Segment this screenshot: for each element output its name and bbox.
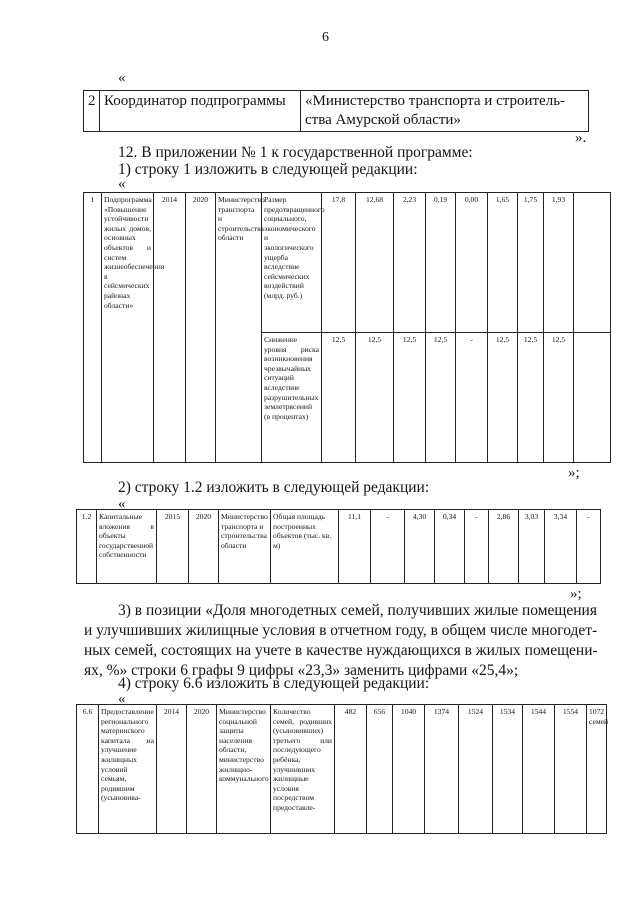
open-quote: « xyxy=(118,496,126,512)
indicator-value: 12,5 xyxy=(488,333,518,463)
table-row-1 xyxy=(83,192,611,463)
executor: Министерство транспорта и строительства области xyxy=(219,510,271,584)
indicator-name: Размер предотвращенного социального, экономического и экологического ущерба вследствие сейсмических воздействий (млрд. руб.) xyxy=(262,193,322,333)
indicator-value: 12,68 xyxy=(356,193,394,333)
coordinator-num: 2 xyxy=(84,91,100,132)
indicator-value: 1072 семей xyxy=(587,705,607,834)
executor: Министерство социальной защиты населения области, министерство жилищно-коммунального xyxy=(217,705,271,834)
indicator-name: Общая площадь построенных объектов (тыс. кв. м) xyxy=(271,510,339,584)
executor: Министерство транспорта и строительства области xyxy=(216,193,262,463)
indicator-value: - xyxy=(465,510,489,584)
measure-name: Предоставление регионального материнского капитала на улучшение жилищных условий семьям, родившим (усыновива- xyxy=(99,705,157,834)
indicator-value: 1,65 xyxy=(488,193,518,333)
indicator-value: 1544 xyxy=(523,705,555,834)
indicator-value: 4,30 xyxy=(405,510,435,584)
indicator-value: 12,5 xyxy=(426,333,456,463)
table-row-6-6 xyxy=(76,704,607,834)
indicator-value: 1534 xyxy=(493,705,523,834)
indicator-value: 2,23 xyxy=(394,193,426,333)
indicator-value: 1374 xyxy=(425,705,459,834)
measure-name: Капитальные вложения в объекты государственной собственности xyxy=(97,510,157,584)
row-number: 6.6 xyxy=(77,705,99,834)
indicator-value: - xyxy=(456,333,488,463)
year-start: 2014 xyxy=(157,705,187,834)
indicator-value: 1,75 xyxy=(518,193,544,333)
table-row xyxy=(77,705,607,834)
indicator-value: 2,86 xyxy=(489,510,519,584)
indicator-value: 3,34 xyxy=(545,510,577,584)
close-quote: »; xyxy=(570,586,582,602)
row-number: 1 xyxy=(84,193,102,463)
indicator-value: 12,5 xyxy=(394,333,426,463)
table-row xyxy=(84,91,589,132)
coordinator-value-line: «Министерство транспорта и строитель- xyxy=(305,93,566,109)
year-end: 2020 xyxy=(187,705,217,834)
indicator-value: 656 xyxy=(367,705,393,834)
table-row-1-2 xyxy=(76,509,601,584)
subprogram-name: Подпрограмма «Повышение устойчивости жилых домов, основных объектов и систем жизнеобеспечения в сейсмических районах области» xyxy=(102,193,154,463)
table-row xyxy=(77,510,601,584)
indicator-value: 12,5 xyxy=(544,333,574,463)
year-start: 2014 xyxy=(154,193,186,463)
paragraph-3-line: и улучшивших жилищные условия в отчетном году, в общем числе многодет- xyxy=(84,622,598,639)
indicator-name: Количество семей, родивших (усыновивших) третьего или последующего ребёнка, улучшивших жилищные условия посредством предоставле- xyxy=(271,705,335,834)
indicator-value: - xyxy=(371,510,405,584)
indicator-value: - xyxy=(577,510,601,584)
coordinator-label: Координатор подпрограммы xyxy=(100,91,301,132)
indicator-value: 0,19 xyxy=(426,193,456,333)
open-quote: « xyxy=(118,691,126,707)
indicator-value: 0,34 xyxy=(435,510,465,584)
open-quote: « xyxy=(118,70,126,86)
paragraph-3-line: ях, %» строки 6 графы 9 цифры «23,3» заменить цифрами «25,4»; xyxy=(84,662,519,679)
indicator-name: Снижение уровня риска возникновения чрезвычайных ситуаций вследствие разрушительных землетрясений (в процентах) xyxy=(262,333,322,463)
indicator-value: 1,93 xyxy=(544,193,574,333)
indicator-value: 1554 xyxy=(555,705,587,834)
paragraph-12: 12. В приложении № 1 к государственной программе: xyxy=(118,144,473,161)
table-row xyxy=(84,193,611,333)
year-start: 2015 xyxy=(157,510,189,584)
indicator-value: 11,1 xyxy=(339,510,371,584)
open-quote: « xyxy=(118,176,126,192)
coordinator-value-line: ства Амурской области» xyxy=(305,112,461,128)
indicator-value: 12,5 xyxy=(518,333,544,463)
indicator-value: 1040 xyxy=(393,705,425,834)
indicator-value: 17,8 xyxy=(322,193,356,333)
paragraph-1: 1) строку 1 изложить в следующей редакции: xyxy=(118,161,418,178)
indicator-value: 3,03 xyxy=(519,510,545,584)
page-number: 6 xyxy=(322,30,329,45)
year-end: 2020 xyxy=(186,193,216,463)
row-number: 1.2 xyxy=(77,510,97,584)
coordinator-value xyxy=(301,91,589,132)
coordinator-table xyxy=(83,90,589,132)
indicator-value: 482 xyxy=(335,705,367,834)
indicator-value: 12,5 xyxy=(356,333,394,463)
paragraph-4: 4) строку 6.6 изложить в следующей редакции: xyxy=(118,675,430,692)
paragraph-2: 2) строку 1.2 изложить в следующей редакции: xyxy=(118,479,430,496)
paragraph-3-line: 3) в позиции «Доля многодетных семей, получивших жилые помещения xyxy=(118,602,597,619)
paragraph-3 xyxy=(84,601,598,681)
paragraph-3-line: ных семей, состоящих на учете в качестве нуждающихся в жилых помещени- xyxy=(84,642,598,659)
indicator-value: 0,00 xyxy=(456,193,488,333)
indicator-value: 1524 xyxy=(459,705,493,834)
close-quote: ». xyxy=(575,130,587,146)
indicator-value: 12,5 xyxy=(322,333,356,463)
year-end: 2020 xyxy=(189,510,219,584)
close-quote: »; xyxy=(568,465,580,481)
